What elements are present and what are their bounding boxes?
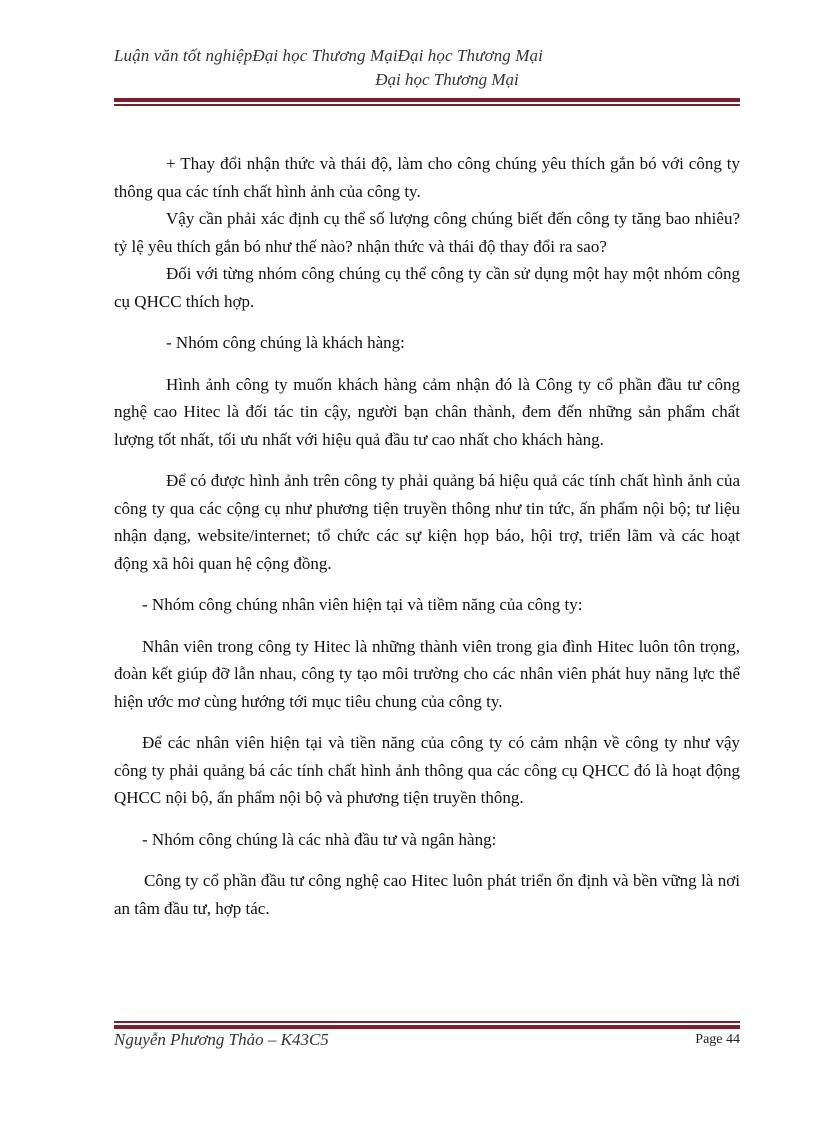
- footer-divider: [114, 1021, 740, 1029]
- paragraph: Đối với từng nhóm công chúng cụ thể công ty cần sử dụng một hay một nhóm công cụ QHCC thích hợp.: [114, 264, 740, 311]
- section-heading: - Nhóm công chúng là khách hàng:: [166, 333, 405, 352]
- paragraph: Nhân viên trong công ty Hitec là những thành viên trong gia đình Hitec luôn tôn trọng, đoàn kết giúp đỡ lẫn nhau, công ty tạo môi trường cho các nhân viên phát huy năng lực thể hiện ước mơ cùng hướng tới mục tiêu chung của công ty.: [114, 636, 740, 711]
- paragraph: Công ty cổ phần đầu tư công nghệ cao Hitec luôn phát triển ổn định và bền vững là nơi an tâm đầu tư, hợp tác.: [114, 871, 740, 918]
- footer-author: Nguyễn Phương Thảo – K43C5: [114, 1030, 329, 1049]
- paragraph: Vậy cần phải xác định cụ thể số lượng công chúng biết đến công ty tăng bao nhiêu? tỷ lệ yêu thích gắn bó như thế nào? nhận thức và thái độ thay đổi ra sao?: [114, 209, 740, 256]
- section-heading: - Nhóm công chúng nhân viên hiện tại và tiềm năng của công ty:: [142, 595, 583, 614]
- page-number: Page 44: [695, 1032, 740, 1047]
- document-body: [114, 150, 740, 922]
- header-divider: [114, 98, 740, 106]
- paragraph: Hình ảnh công ty muốn khách hàng cảm nhận đó là Công ty cổ phần đầu tư công nghệ cao Hitec là đối tác tin cậy, người bạn chân thành, đem đến những sản phẩm chất lượng tốt nhất, tối ưu nhất với hiệu quả đầu tư cao nhất cho khách hàng.: [114, 374, 740, 449]
- page-header: [114, 46, 740, 90]
- paragraph: Để có được hình ảnh trên công ty phải quảng bá hiệu quả các tính chất hình ảnh của công ty qua các cộng cụ như phương tiện truyền thông như tin tức, ấn phẩm nội bộ; tư liệu nhận dạng, website/internet; tổ chức các sự kiện họp báo, hội trợ, triển lãm và các hoạt động xã hôi quan hệ cộng đồng.: [114, 471, 740, 573]
- header-title-line1: Luận văn tốt nghiệpĐại học Thương MạiĐại học Thương Mại: [114, 46, 543, 65]
- paragraph: Để các nhân viên hiện tại và tiền năng của công ty có cảm nhận về công ty như vậy công ty phải quảng bá các tính chất hình ảnh thông qua các công cụ QHCC đó là hoạt động QHCC nội bộ, ấn phẩm nội bộ và phương tiện truyền thông.: [114, 733, 740, 807]
- section-heading: - Nhóm công chúng là các nhà đầu tư và ngân hàng:: [142, 829, 497, 849]
- header-title-line2: Đại học Thương Mại: [375, 70, 519, 89]
- paragraph: + Thay đổi nhận thức và thái độ, làm cho công chúng yêu thích gắn bó với công ty thông qua các tính chất hình ảnh của công ty.: [114, 154, 740, 201]
